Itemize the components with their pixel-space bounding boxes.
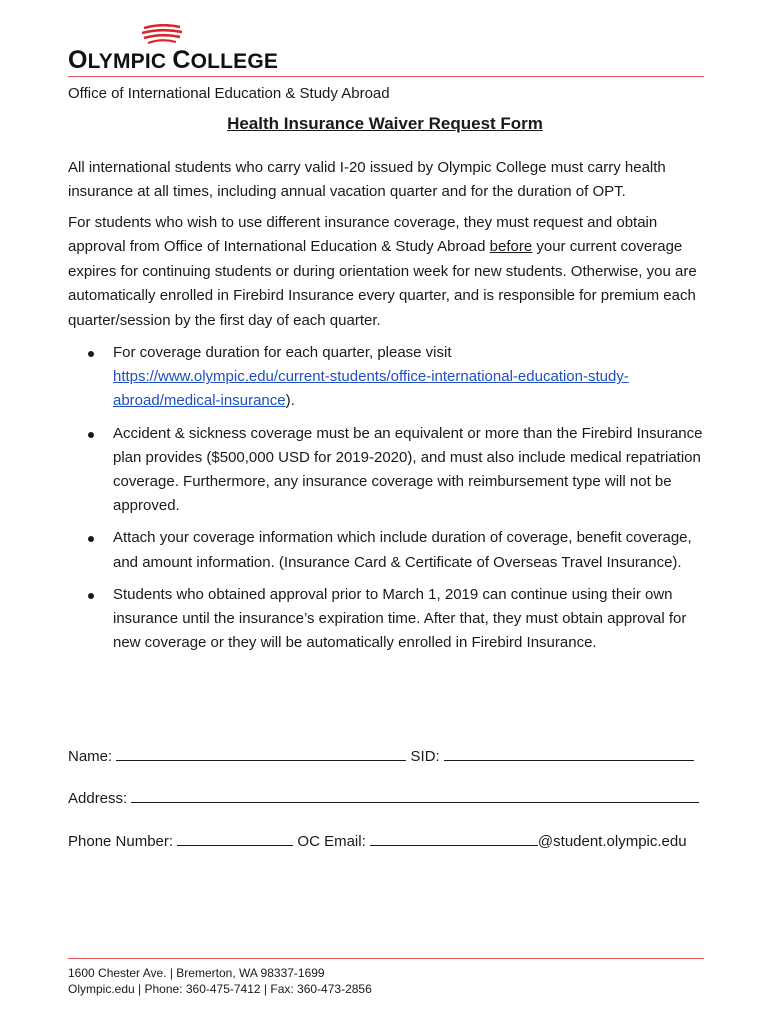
bullet-icon: [88, 536, 94, 542]
footer-divider: [68, 958, 704, 959]
email-label: OC Email:: [297, 833, 366, 850]
medical-insurance-link[interactable]: https://www.olympic.edu/current-students/office-international-education-study- abroad/medical-insurance: [113, 368, 629, 410]
sid-label: SID:: [410, 748, 440, 765]
logo-swoosh-icon: [140, 24, 184, 44]
name-label: Name:: [68, 748, 113, 765]
department-name: Office of International Education & Study Abroad: [68, 85, 390, 102]
form-title: Health Insurance Waiver Request Form: [227, 114, 543, 133]
bullet-icon: [88, 351, 94, 357]
list-item: For coverage duration for each quarter, please visit https://www.olympic.edu/current-students/office-international-education-study- abroad/medical-insurance).: [68, 341, 708, 414]
footer: [68, 965, 372, 997]
bullet-icon: [88, 432, 94, 438]
sid-field[interactable]: [444, 746, 694, 761]
logo-wordmark: OLYMPIC COLLEGE: [68, 46, 279, 74]
intro-paragraph: All international students who carry valid I-20 issued by Olympic College must carry health insurance at all times, including annual vacation quarter and for the duration of OPT.: [68, 159, 666, 201]
name-field[interactable]: [116, 746, 406, 761]
address-row: [68, 788, 708, 809]
footer-address: 1600 Chester Ave. | Bremerton, WA 98337-1699: [68, 966, 325, 980]
email-domain: @student.olympic.edu: [537, 833, 687, 850]
bullet-icon: [88, 593, 94, 599]
name-sid-row: [68, 746, 708, 767]
address-field[interactable]: [131, 788, 699, 803]
list-item: Attach your coverage information which include duration of coverage, benefit coverage, and amount information. (Insurance Card & Certificate of Overseas Travel Insurance).: [68, 526, 708, 574]
address-label: Address:: [68, 790, 128, 807]
requirements-list: [68, 341, 708, 663]
phone-email-row: [68, 831, 708, 852]
header-divider: [68, 76, 704, 77]
olympic-college-logo: [68, 24, 279, 74]
phone-label: Phone Number:: [68, 833, 174, 850]
phone-field[interactable]: [177, 831, 293, 846]
policy-paragraph: For students who wish to use different insurance coverage, they must request and obtain approval from Office of International Education & Study Abroad before your current coverage expires for continuing students or during orientation week for new students. Otherwise, you are automatically enrolled in Firebird Insurance every quarter, and is responsible for premium each quarter/session by the first day of each quarter.: [68, 214, 697, 329]
before-emphasis: before: [489, 238, 533, 256]
list-item: Accident & sickness coverage must be an equivalent or more than the Firebird Insurance plan provides ($500,000 USD for 2019-2020), and must also include medical repatriation coverage. Furthermore, any insurance coverage with reimbursement type will not be approved.: [68, 422, 708, 519]
email-field[interactable]: [370, 831, 538, 846]
footer-contact: Olympic.edu | Phone: 360-475-7412 | Fax: 360-473-2856: [68, 982, 372, 996]
list-item: Students who obtained approval prior to March 1, 2019 can continue using their own insurance until the insurance’s expiration time. After that, they must obtain approval for new coverage or they will be automatically enrolled in Firebird Insurance.: [68, 583, 708, 656]
